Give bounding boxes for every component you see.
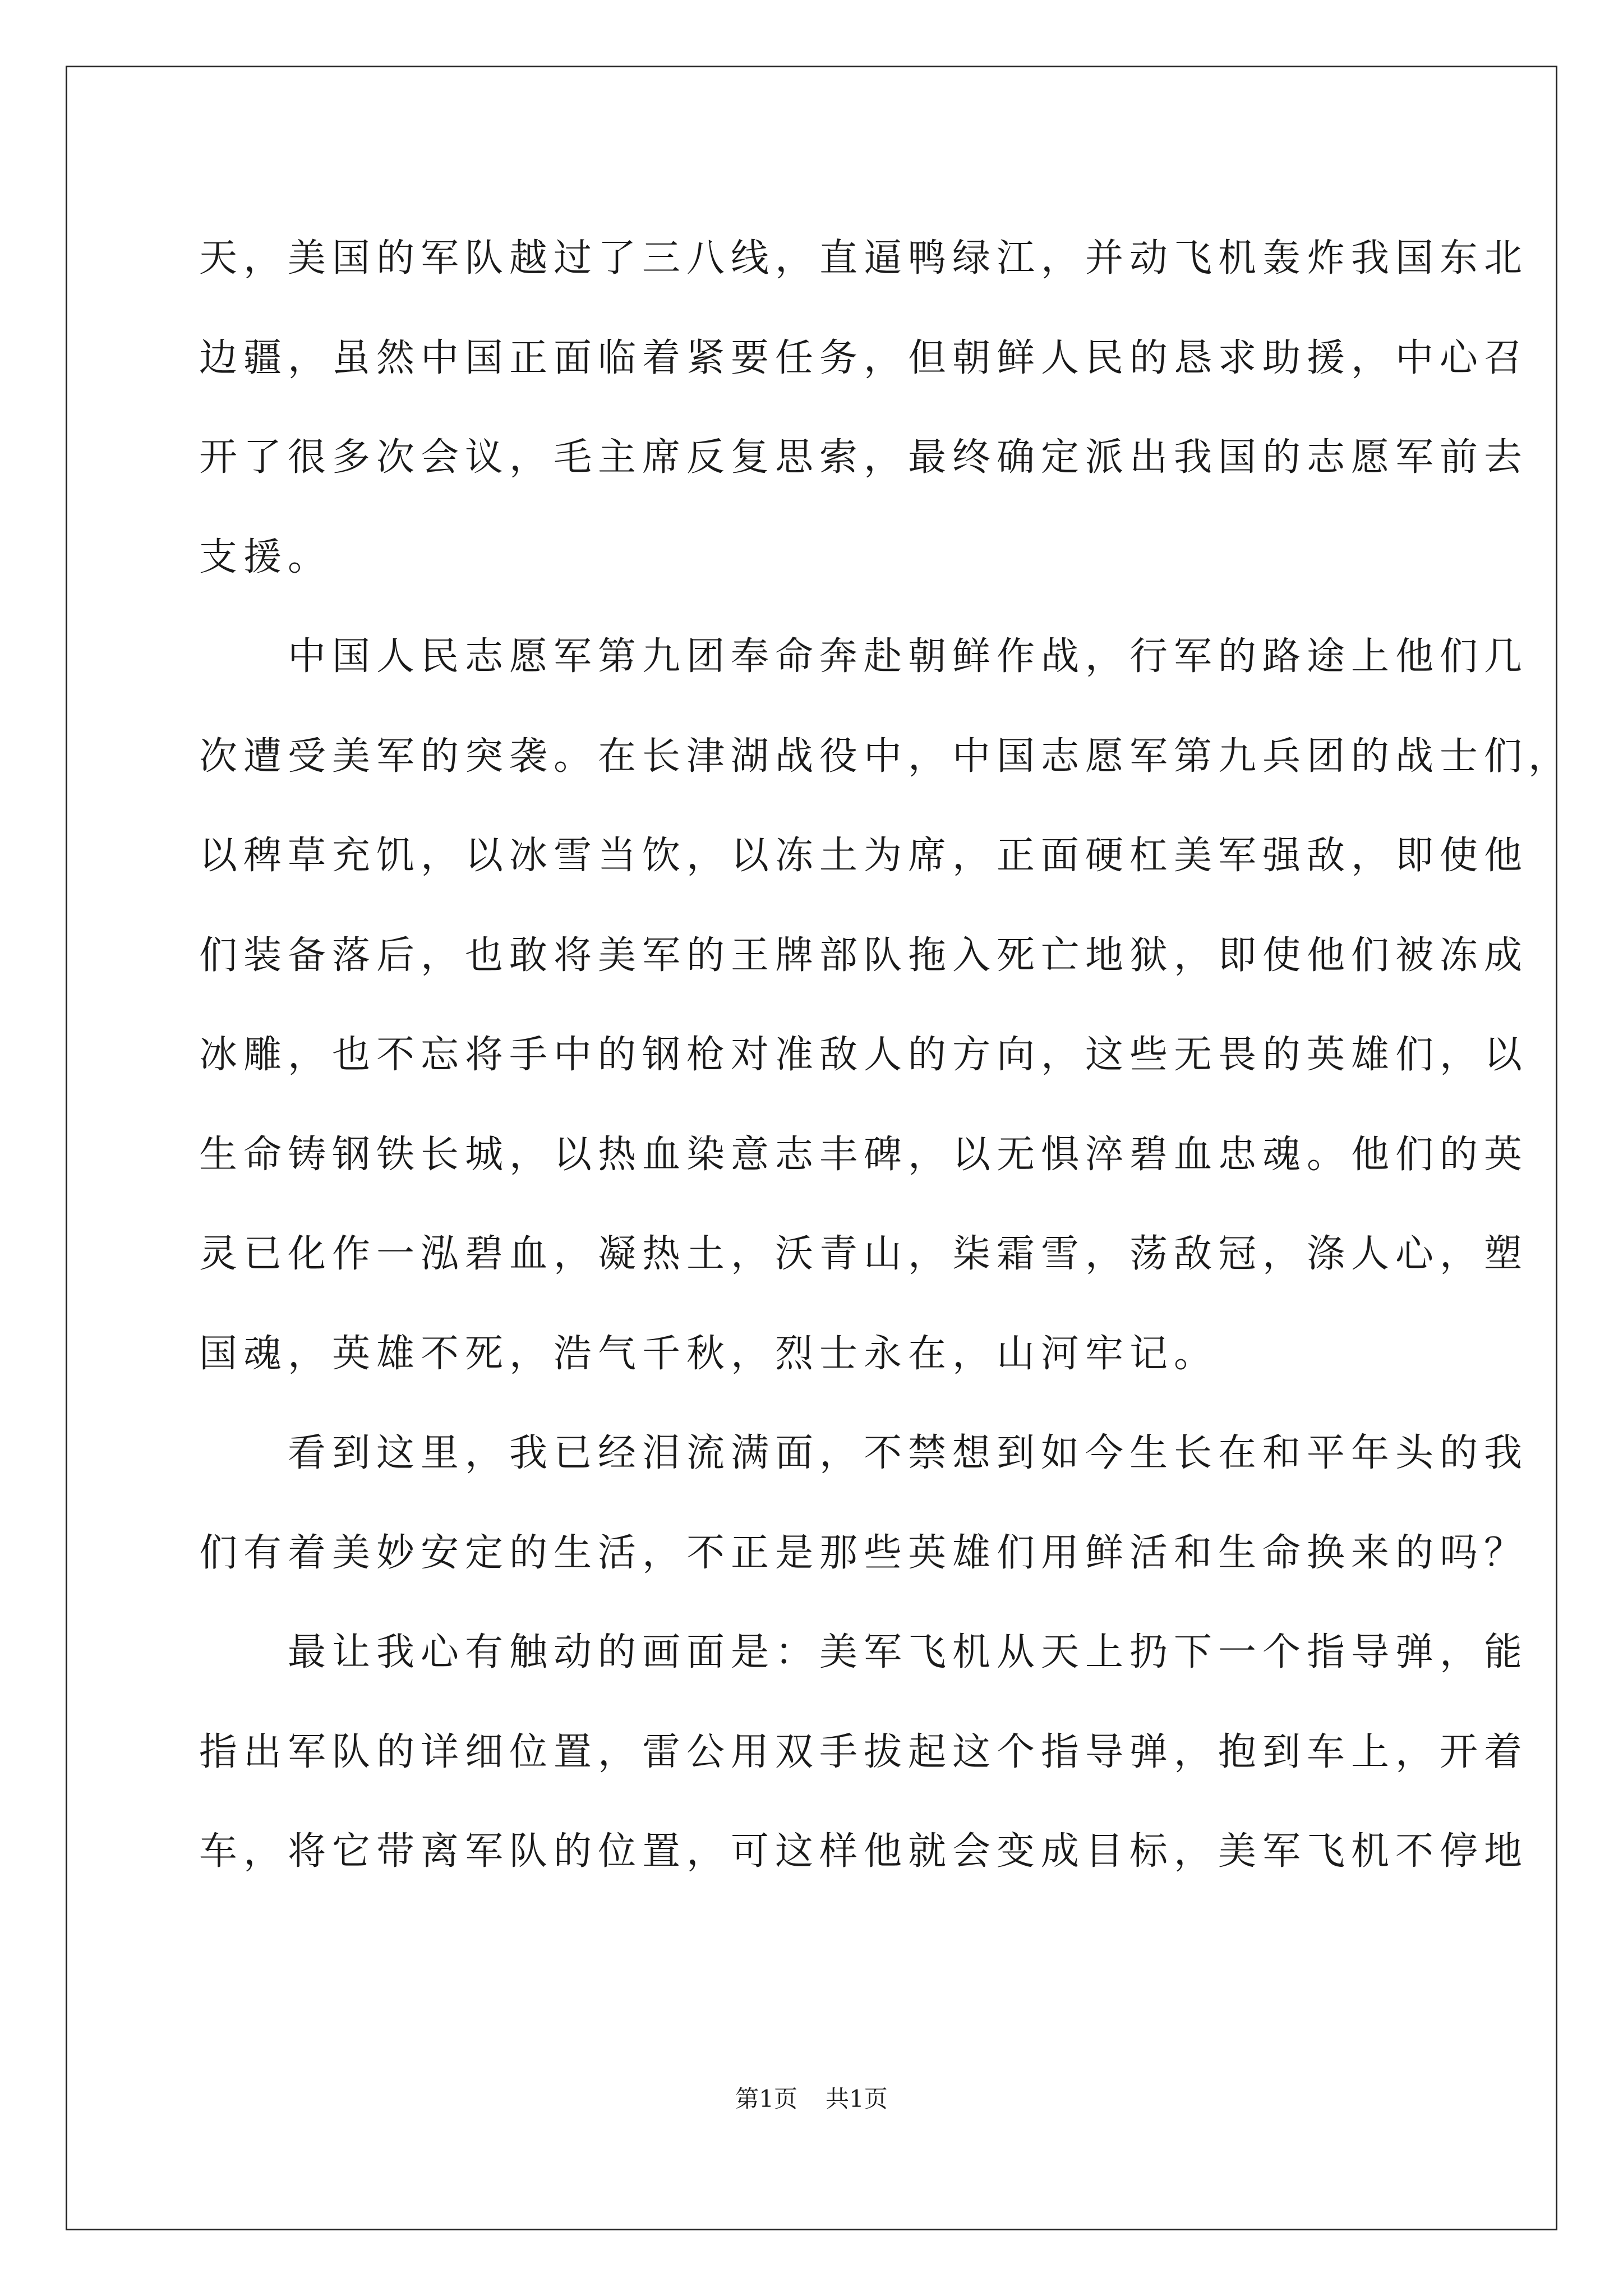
text-line-14: 们有着美妙安定的生活，不正是那些英雄们用鲜活和生命换来的吗？ (199, 1530, 1529, 1575)
text-line-5: 中国人民志愿军第九团奉命奔赴朝鲜作战，行军的路途上他们几 (199, 634, 1529, 679)
text-line-13: 看到这里，我已经泪流满面，不禁想到如今生长在和平年头的我 (199, 1431, 1529, 1475)
text-line-9: 冰雕，也不忘将手中的钢枪对准敌人的方向，这些无畏的英雄们，以 (199, 1033, 1529, 1077)
text-line-4: 支援。 (199, 535, 333, 579)
text-line-15: 最让我心有触动的画面是：美军飞机从天上扔下一个指导弹，能 (199, 1630, 1529, 1674)
text-line-2: 边疆，虽然中国正面临着紧要任务，但朝鲜人民的恳求助援，中心召 (199, 335, 1529, 380)
text-line-7: 以稗草充饥，以冰雪当饮，以冻土为席，正面硬杠美军强敌，即使他 (199, 834, 1529, 878)
page-footer (0, 2082, 1623, 2116)
text-line-8: 们装备落后，也敢将美军的王牌部队拖入死亡地狱，即使他们被冻成 (199, 933, 1529, 978)
page-number: 第1页 (735, 2085, 797, 2113)
page-total: 共1页 (826, 2085, 888, 2113)
text-line-11: 灵已化作一泓碧血，凝热土，沃青山，柒霜雪，荡敌冠，涤人心，塑 (199, 1232, 1529, 1276)
document-body (199, 209, 1573, 1902)
text-line-3: 开了很多次会议，毛主席反复思索，最终确定派出我国的志愿军前去 (199, 435, 1529, 480)
text-line-10: 生命铸钢铁长城，以热血染意志丰碑，以无惧淬碧血忠魂。他们的英 (199, 1132, 1529, 1177)
text-line-6: 次遭受美军的突袭。在长津湖战役中，中国志愿军第九兵团的战士们， (199, 734, 1573, 779)
text-line-12: 国魂，英雄不死，浩气千秋，烈士永在，山河牢记。 (199, 1331, 1219, 1376)
text-line-16: 指出军队的详细位置，雷公用双手拔起这个指导弹，抱到车上，开着 (199, 1729, 1529, 1774)
text-line-1: 天，美国的军队越过了三八线，直逼鸭绿江，并动飞机轰炸我国东北 (199, 236, 1529, 280)
text-line-17: 车，将它带离军队的位置，可这样他就会变成目标，美军飞机不停地 (199, 1829, 1529, 1874)
